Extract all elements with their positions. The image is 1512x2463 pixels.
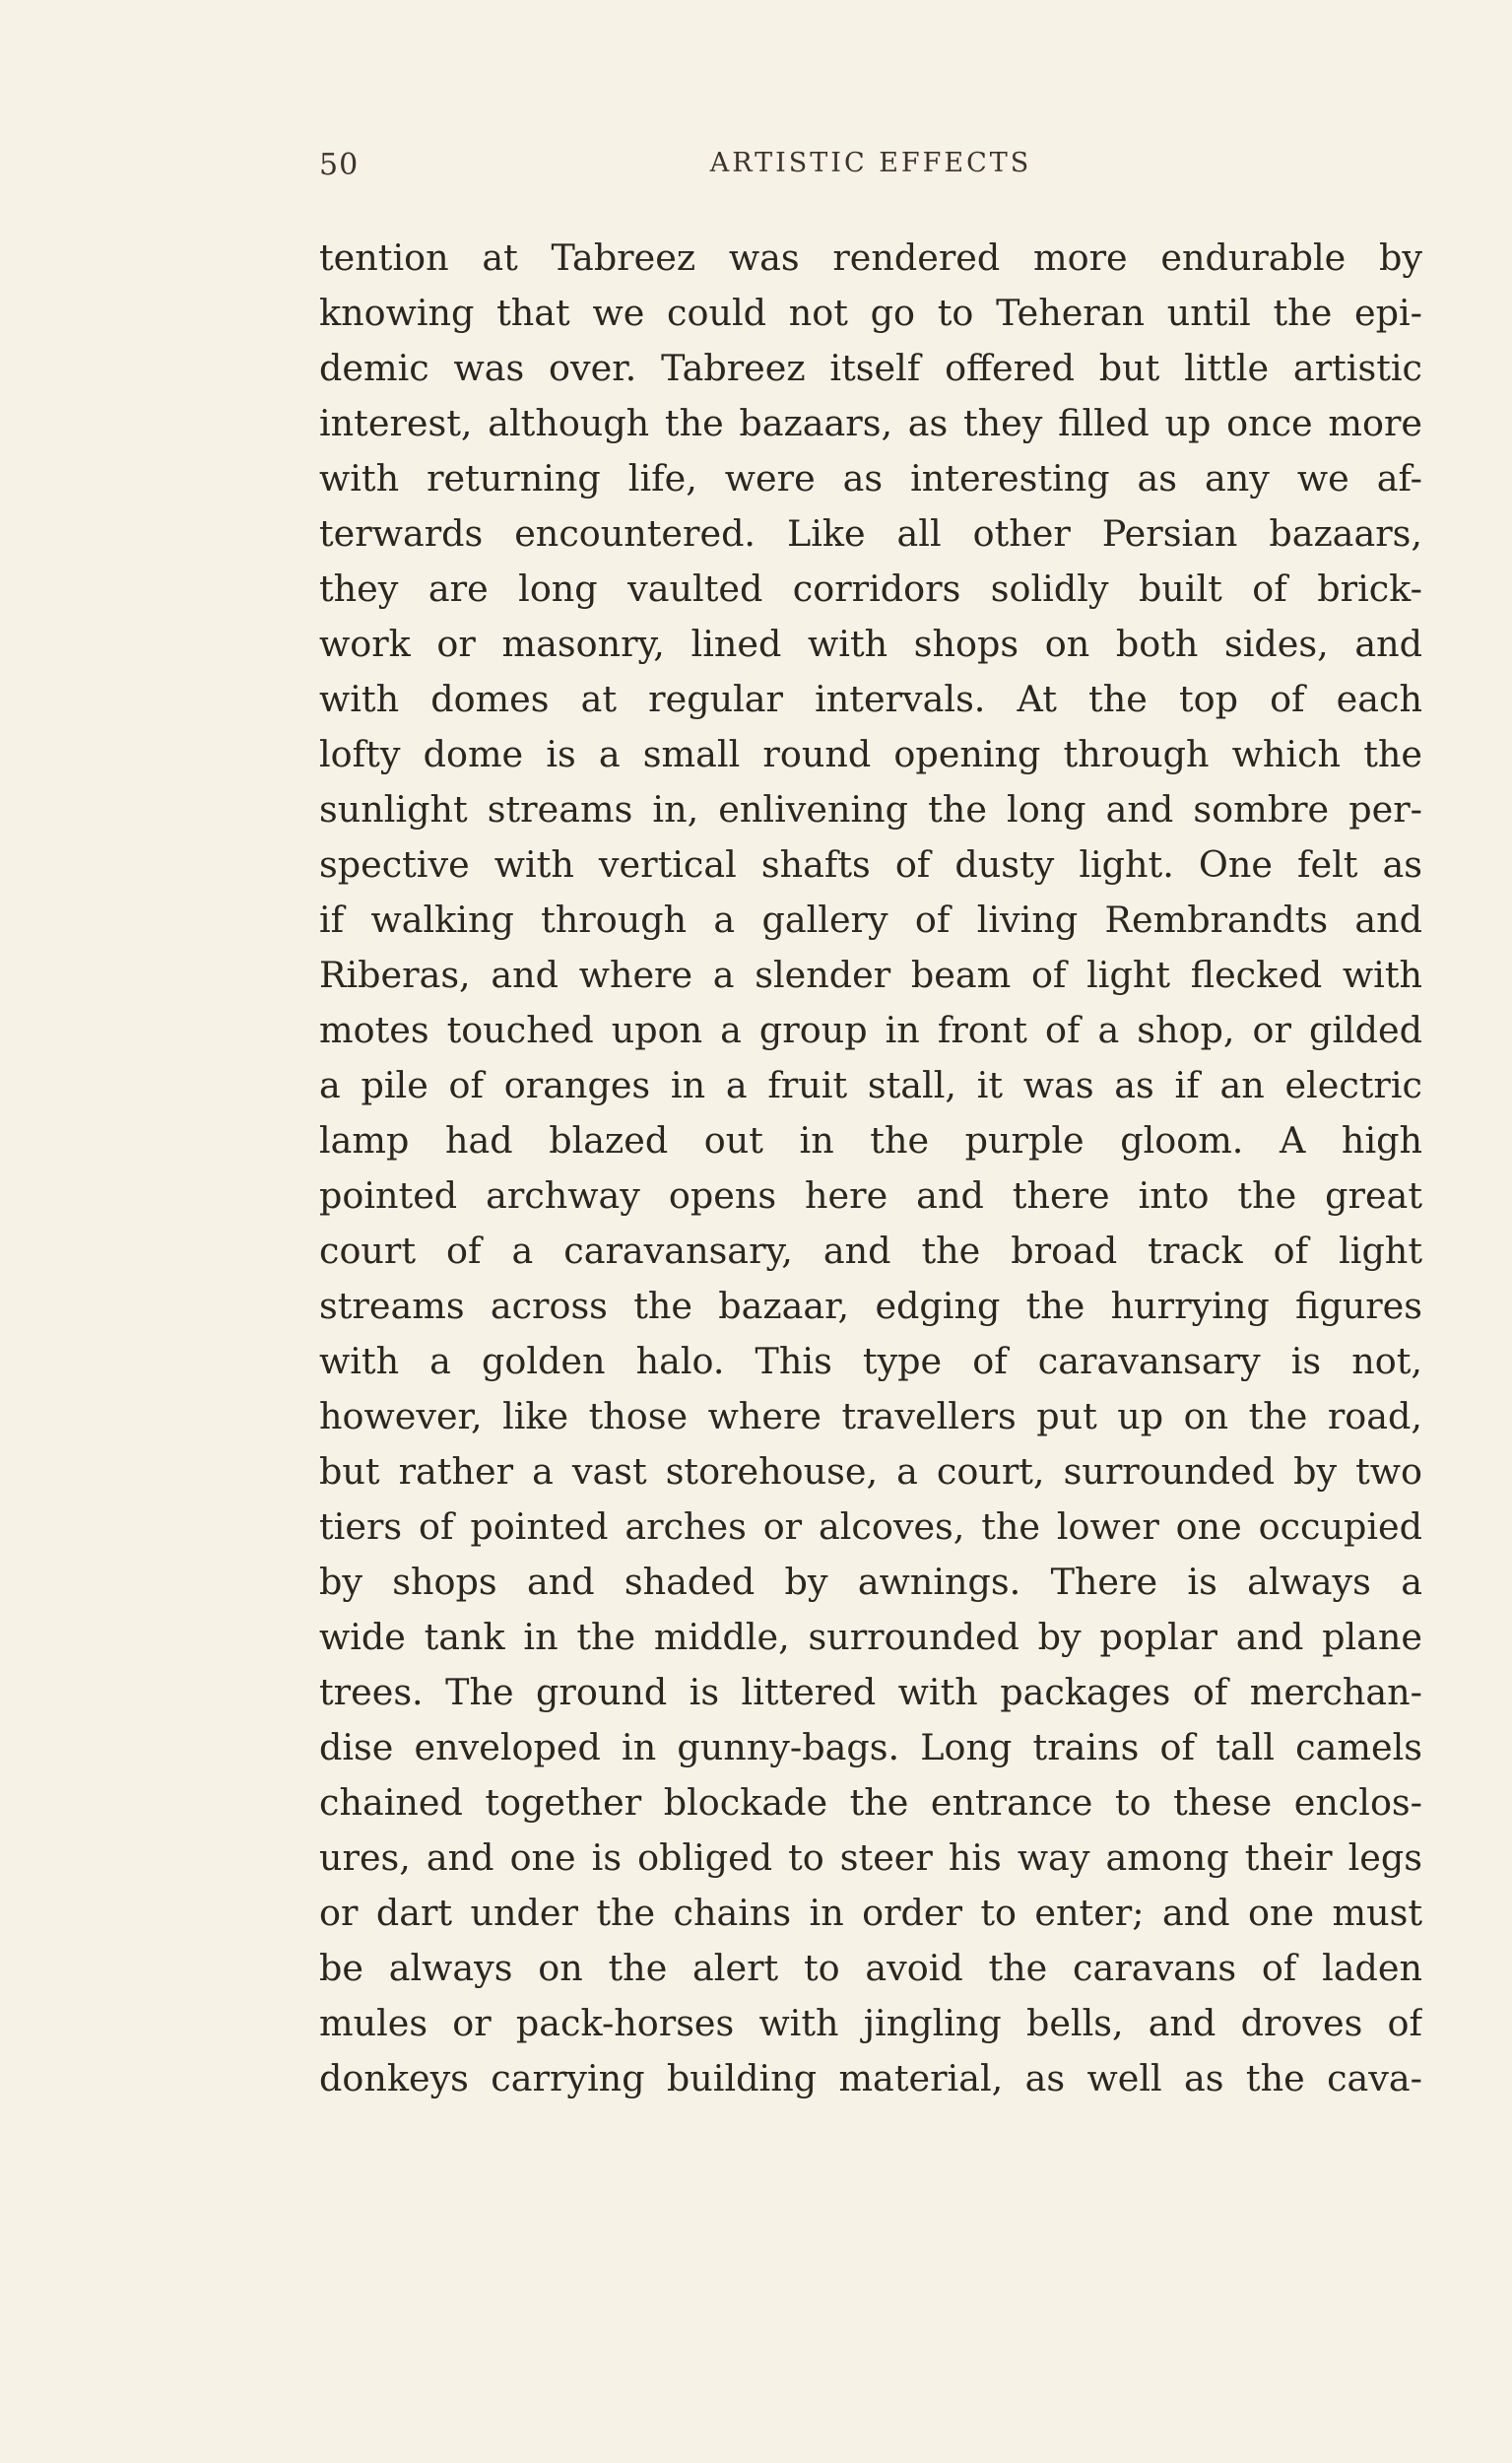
text-line: if walking through a gallery of living Rembrandts and [319,899,1422,941]
text-line: demic was over. Tabreez itself offered but little artistic [319,347,1422,389]
text-line: work or masonry, lined with shops on both sides, and [319,623,1422,665]
text-line: Riberas, and where a slender beam of light flecked with [319,954,1422,996]
text-line: streams across the bazaar, edging the hurrying figures [319,1285,1422,1327]
text-line: wide tank in the middle, surrounded by poplar and plane [319,1616,1422,1658]
text-line: chained together blockade the entrance to these enclos- [319,1781,1422,1824]
text-line: pointed archway opens here and there into the great [319,1174,1422,1217]
text-line: tention at Tabreez was rendered more endurable by [319,236,1422,279]
text-line: knowing that we could not go to Teheran until the epi- [319,292,1422,334]
text-line: terwards encountered. Like all other Persian bazaars, [319,512,1422,555]
text-line: donkeys carrying building material, as well as the cava- [319,2057,1422,2099]
text-line: they are long vaulted corridors solidly built of brick- [319,567,1422,610]
text-line: mules or pack-horses with jingling bells, and droves of [319,2002,1422,2044]
text-line: by shops and shaded by awnings. There is always a [319,1561,1422,1603]
text-line: interest, although the bazaars, as they filled up once more [319,402,1422,444]
text-line: trees. The ground is littered with packages of merchan- [319,1671,1422,1713]
running-head [319,148,1422,191]
text-line: ures, and one is obliged to steer his way among their legs [319,1836,1422,1879]
text-line: court of a caravansary, and the broad track of light [319,1230,1422,1272]
text-line: with a golden halo. This type of caravansary is not, [319,1340,1422,1382]
text-line: sunlight streams in, enlivening the long and sombre per- [319,788,1422,831]
text-line: dise enveloped in gunny-bags. Long trains of tall camels [319,1726,1422,1768]
text-line: lofty dome is a small round opening through which the [319,733,1422,775]
text-line: with domes at regular intervals. At the top of each [319,678,1422,720]
text-line: however, like those where travellers put up on the road, [319,1395,1422,1437]
running-title: ARTISTIC EFFECTS [709,148,1032,178]
text-line: a pile of oranges in a fruit stall, it was as if an electric [319,1064,1422,1106]
text-line: with returning life, were as interesting as any we af- [319,457,1422,499]
text-line: lamp had blazed out in the purple gloom. A high [319,1119,1422,1162]
body-text [319,231,1422,2106]
text-line: but rather a vast storehouse, a court, surrounded by two [319,1450,1422,1493]
text-line: spective with vertical shafts of dusty light. One felt as [319,843,1422,886]
text-line: motes touched upon a group in front of a shop, or gilded [319,1009,1422,1051]
text-line: be always on the alert to avoid the caravans of laden [319,1947,1422,1989]
text-line: or dart under the chains in order to enter; and one must [319,1892,1422,1934]
page-number: 50 [319,148,360,182]
text-line: tiers of pointed arches or alcoves, the lower one occupied [319,1505,1422,1548]
